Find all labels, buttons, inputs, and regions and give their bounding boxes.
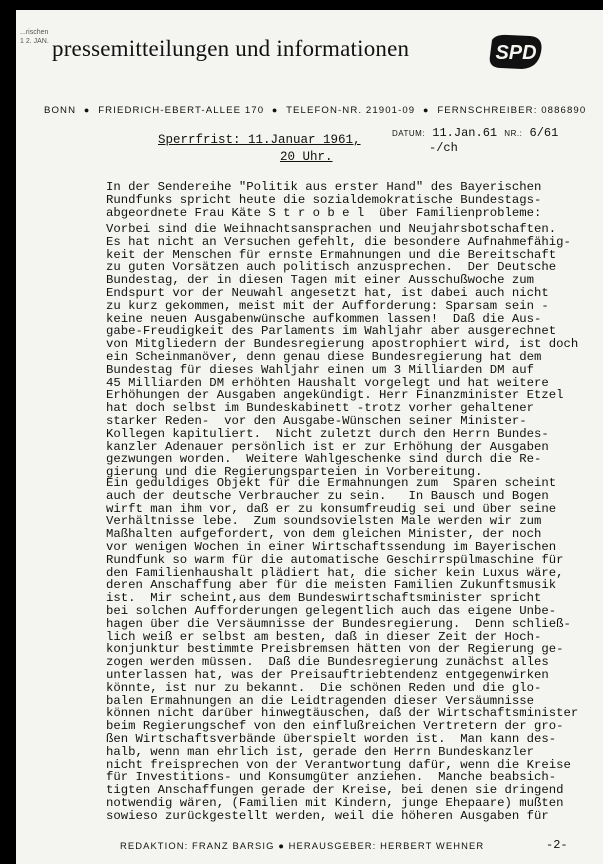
text-line: Maßhalten aufgefordert, von dem gleichen Minister, der noch: [106, 527, 542, 542]
text-line: starker Reden- vor den Ausgabe-Wünschen seiner Minister-: [106, 413, 527, 428]
address-telex: FERNSCHREIBER: 0886890: [437, 105, 587, 116]
body-paragraph-2: [106, 477, 596, 823]
text-line: bei solchen Aufforderungen gelegentlich auch das eigene Unbe-: [106, 603, 557, 618]
bullet-icon: ●: [278, 840, 289, 851]
nr-value: 6/61: [529, 126, 559, 140]
spd-logo: [486, 32, 546, 72]
datum-value: 11.Jan.61: [432, 126, 498, 140]
text-line: keine neuen Ausgabenwünsche aufkommen lassen! Daß die Aus-: [106, 311, 542, 326]
text-line: Kollegen kapituliert. Nicht zuletzt durch den Herrn Bundes-: [106, 426, 549, 441]
press-release-page: [16, 10, 603, 864]
masthead-title: pressemitteilungen und informationen: [52, 36, 410, 61]
body-paragraph-1: [106, 223, 596, 479]
text-line: sowieso zurückgestellt werden, weil die höheren Ausgaben für: [106, 808, 549, 823]
page-continuation-marker: -2-: [546, 838, 568, 852]
footer-credits: [120, 840, 484, 851]
text-line: auch der deutsche Verbraucher zu sein. In Bausch und Bogen: [106, 488, 549, 503]
text-line: gabe-Freudigkeit des Parlaments im Wahljahr aber ausgerechnet: [106, 324, 557, 339]
text-line: ist. Mir scheint,aus dem Bundeswirtschaftsminister spricht: [106, 591, 542, 606]
text-line: zu guten Vorsätzen auch politisch anzusprechen. Der Deutsche: [106, 260, 557, 275]
text-line: Rundfunks spricht heute die sozialdemokratische Bundestags-: [106, 192, 542, 207]
text-line: Bundestag, der in diesen Tagen mit einer Ausschußwoche zum: [106, 273, 535, 288]
text-line: könnte, ist nur zu bekannt. Die schönen Reden und die glo-: [106, 680, 542, 695]
text-line: In der Sendereihe "Politik aus erster Hand" des Bayerischen: [106, 180, 542, 194]
text-line: für Investitions- und Konsumgüter anziehen. Manche beabsich-: [106, 770, 557, 785]
text-line: unterlassen hat, was der Preisauftriebtendenz entgegenwirken: [106, 667, 549, 682]
text-line: Vorbei sind die Weihnachtsansprachen und Neujahrsbotschaften.: [106, 222, 557, 236]
text-line: Endspurt vor der Neuwahl angesetzt hat, ist dabei auch nicht: [106, 285, 549, 300]
text-line: von Mitgliedern der Bundesregierung apostrophiert wird, ist doch: [106, 337, 579, 352]
text-line: balen Ermahnungen an die Leidtragenden dieser Versäumnisse: [106, 693, 535, 708]
text-line: Rundfunk so warm für die automatische Geschirrspülmaschine für: [106, 552, 564, 567]
sperrfrist-time: 20 Uhr.: [280, 150, 333, 164]
text-line: vor wenigen Wochen in einer Wirtschaftssendung im Bayerischen: [106, 539, 557, 554]
stamp-line-1: ...rischen: [20, 29, 49, 36]
bullet-icon: ●: [271, 105, 279, 115]
text-line: Ein geduldiges Objekt für die Ermahnungen zum Sparen scheint: [106, 476, 557, 490]
text-line: deren Anschaffung aber für die meisten Familien Zukunftsmusik: [106, 578, 557, 593]
datum-label: DATUM:: [392, 129, 426, 138]
address-city: BONN: [44, 105, 77, 116]
text-line: 45 Milliarden DM erhöhten Haushalt vorgelegt und hat weitere: [106, 375, 549, 390]
text-line: hagen über die Versäumnisse der Bundesregierung. Denn schließ-: [106, 616, 571, 631]
text-line: abgeordnete Frau Käte S t r o b e l über Familienprobleme:: [106, 205, 542, 220]
text-line: den Familienhaushalt plädiert hat, die sicher kein Luxus wäre,: [106, 565, 564, 580]
nr-label: NR.:: [504, 129, 523, 138]
svg-text:SPD: SPD: [495, 42, 537, 64]
text-line: ßen Wirtschaftsverbände überspielt worden ist. Man kann des-: [106, 731, 557, 746]
text-line: kanzler Adenauer persönlich ist er zur Erhöhung der Ausgaben: [106, 439, 549, 454]
address-phone: TELEFON-NR. 21901-09: [286, 105, 416, 116]
bullet-icon: ●: [83, 105, 91, 115]
footer-redaktion: REDAKTION: FRANZ BARSIG: [120, 840, 275, 851]
intro-paragraph: [106, 181, 596, 219]
text-line: zogen werden müssen. Daß die Bundesregierung zunächst alles: [106, 655, 549, 670]
received-stamp: [20, 28, 49, 46]
text-line: Bundestag für dieses Wahljahr einen um 3 Milliarden DM auf: [106, 362, 535, 377]
text-line: wirft man ihm vor, daß er zu konsumfreudig sei und über seine: [106, 501, 557, 516]
text-line: lich weiß er selbst am besten, daß in dieser Zeit der Hoch-: [106, 629, 542, 644]
text-line: gezwungen worden. Weitere Wahlgeschenke sind durch die Re-: [106, 452, 542, 467]
date-number-block: [392, 126, 558, 140]
text-line: nicht freisprechen von der Verantwortung dafür, wenn die Kreise: [106, 757, 571, 772]
text-line: hat doch selbst im Bundeskabinett -trotz vorher gehaltener: [106, 401, 535, 416]
reference-initials: -/ch: [429, 141, 458, 155]
text-line: keit der Menschen für ernste Ermahnungen und die Bereitschaft: [106, 247, 557, 262]
text-line: können nicht darüber hinwegtäuschen, daß der Wirtschaftsminister: [106, 706, 579, 721]
text-line: beim Regierungschef von den einflußreichen Vertretern der gro-: [106, 719, 564, 734]
footer-herausgeber: HERAUSGEBER: HERBERT WEHNER: [288, 840, 485, 851]
address-line: [44, 105, 603, 116]
text-line: ein Scheinmanöver, denn genau diese Bundesregierung hat dem: [106, 349, 542, 364]
bullet-icon: ●: [423, 105, 430, 115]
sperrfrist: Sperrfrist: 11.Januar 1961,: [158, 133, 361, 147]
text-line: notwendig wären, (Familien mit Kindern, junge Ehepaare) mußten: [106, 795, 564, 810]
text-line: halb, wenn man ehrlich ist, gerade den Herrn Bundeskanzler: [106, 744, 535, 759]
text-line: Verhältnisse lebe. Zum soundsovielsten Male werden wir zum: [106, 514, 542, 529]
text-line: zu kurz gekommen, meist mit der Aufforderung: Sparsam sein -: [106, 298, 549, 313]
text-line: Es hat nicht an Versuchen gefehlt, die besondere Aufnahmefähig-: [106, 234, 571, 249]
text-line: tigten Anschaffungen gerade der Kreise, bei denen sie dringend: [106, 783, 564, 798]
text-line: Erhöhungen der Ausgaben angekündigt. Herr Finanzminister Etzel: [106, 388, 564, 403]
text-line: konjunktur bestimmte Preisbremsen hätten von der Regierung ge-: [106, 642, 564, 657]
stamp-line-2: 1 2. JAN.: [20, 38, 49, 45]
address-street: FRIEDRICH-EBERT-ALLEE 170: [98, 105, 265, 116]
text-line: gierung und die Regierungsparteien in Vorbereitung.: [106, 465, 483, 480]
